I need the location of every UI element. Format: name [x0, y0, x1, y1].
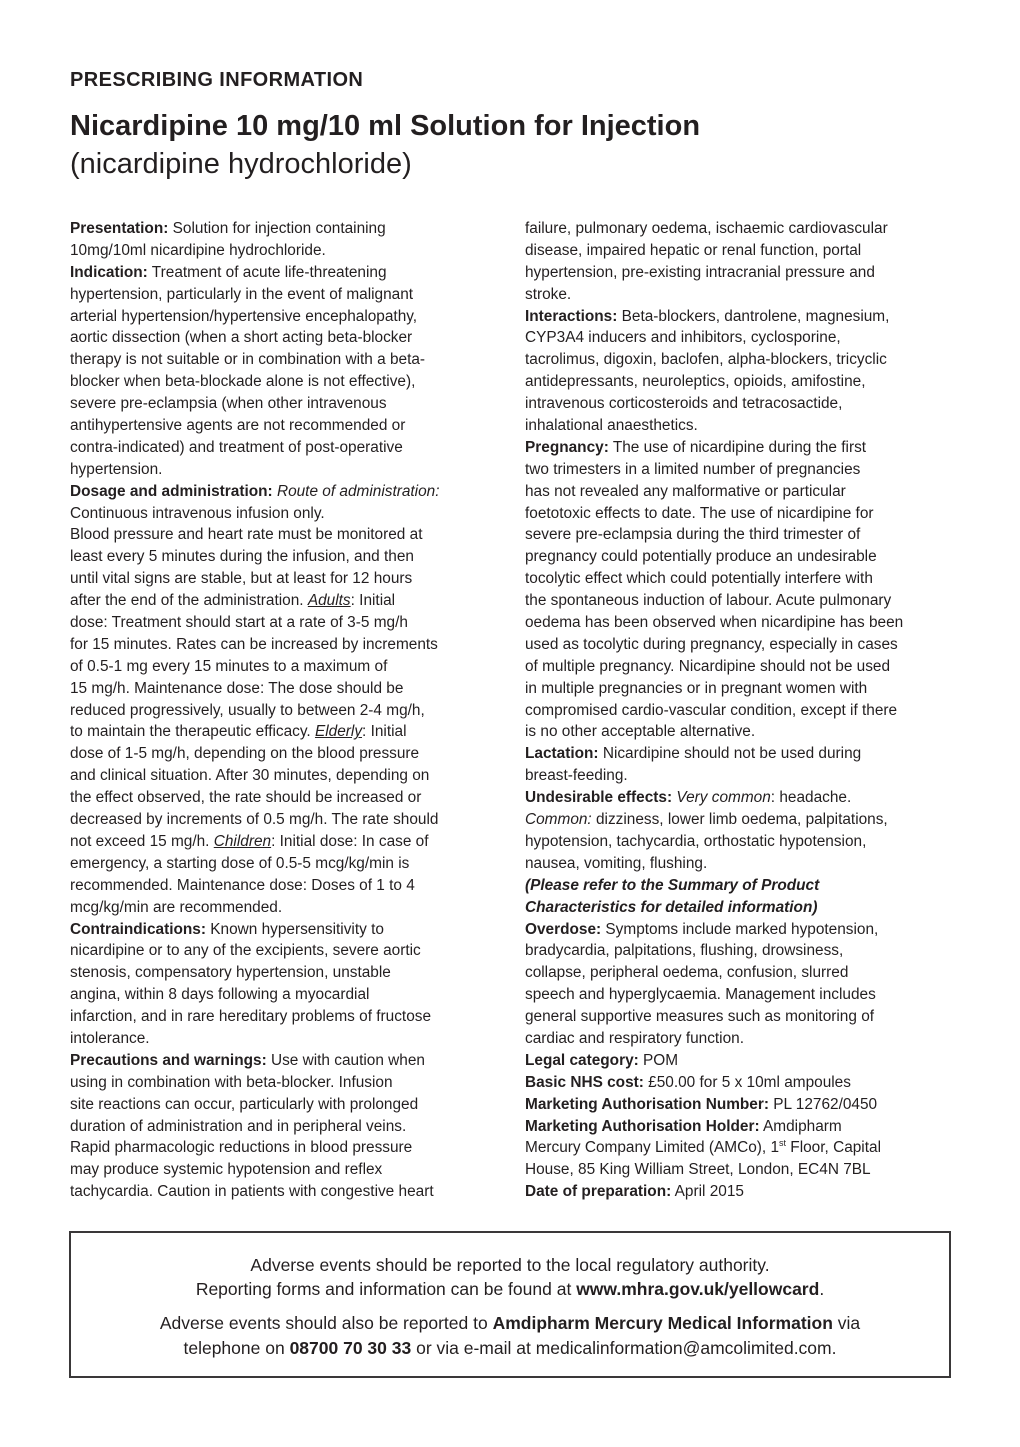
text-line: intolerance. [70, 1029, 150, 1047]
text: : Initial [362, 723, 407, 741]
text: Nicardipine should not be used during [598, 745, 862, 763]
text-line [70, 831, 510, 853]
text-line: duration of administration and in peripheral veins. [70, 1117, 407, 1135]
yellowcard-link[interactable]: www.mhra.gov.uk/yellowcard [576, 1279, 820, 1299]
ma-number-value: PL 12762/0450 [768, 1095, 878, 1113]
legal-category-label: Legal category: [525, 1051, 639, 1069]
precautions-label: Precautions and warnings: [70, 1051, 267, 1069]
text-line: used as tocolytic during pregnancy, especially in cases [525, 635, 898, 653]
text-line: dose: Treatment should start at a rate of 3-5 mg/h [70, 614, 408, 632]
reporting-line-1: Adverse events should be reported to the local regulatory authority. [250, 1255, 770, 1275]
text: to maintain the therapeutic efficacy. [70, 723, 315, 741]
text: Known hypersensitivity to [205, 920, 384, 938]
ordinal-suffix: st [779, 1138, 787, 1149]
right-column [525, 218, 965, 1203]
ma-holder [525, 1116, 965, 1138]
text-line: Rapid pharmacologic reductions in blood pressure [70, 1139, 413, 1157]
text-line: hypertension. [70, 460, 163, 478]
text-line: foetotoxic effects to date. The use of nicardipine for [525, 504, 874, 522]
smpc-note: (Please refer to the Summary of Product [525, 876, 820, 894]
text-line: 15 mg/h. Maintenance dose: The dose should be [70, 679, 404, 697]
text-line: cardiac and respiratory function. [525, 1029, 745, 1047]
precautions-section [70, 1050, 510, 1072]
indication-section [70, 262, 510, 284]
text-line: bradycardia, palpitations, flushing, drowsiness, [525, 942, 844, 960]
text: : Initial dose: In case of [271, 832, 429, 850]
text-line: severe pre-eclampsia (when other intravenous [70, 395, 387, 413]
text-line: may produce systemic hypotension and reflex [70, 1161, 383, 1179]
undesirable-effects-section [525, 787, 965, 809]
presentation-label: Presentation: [70, 220, 169, 237]
contraindications-label: Contraindications: [70, 920, 206, 938]
text-line: disease, impaired hepatic or renal function, portal [525, 241, 862, 259]
text-line: general supportive measures such as monitoring of [525, 1008, 875, 1026]
text-line: failure, pulmonary oedema, ischaemic cardiovascular [525, 220, 888, 237]
text: not exceed 15 mg/h. [70, 832, 214, 850]
dosage-label: Dosage and administration: [70, 482, 273, 500]
text: dizziness, lower limb oedema, palpitations, [591, 811, 888, 829]
left-column [70, 218, 510, 1203]
text-line: blocker when beta-blockade alone is not effective), [70, 373, 416, 391]
adverse-event-reporting-box [69, 1231, 951, 1378]
text-line: mcg/kg/min are recommended. [70, 898, 283, 916]
reporting-line-3 [71, 1311, 949, 1335]
text: Mercury Company Limited (AMCo), 1 [525, 1139, 780, 1157]
text-line: antihypertensive agents are not recommended or [70, 417, 406, 435]
text-line: in multiple pregnancies or in pregnant women with [525, 679, 868, 697]
text-line: stenosis, compensatory hypertension, unstable [70, 964, 391, 982]
text-line: reduced progressively, usually to between 2-4 mg/h, [70, 701, 425, 719]
text: : headache. [770, 789, 852, 807]
text: Use with caution when [266, 1051, 425, 1069]
text-line: pregnancy could potentially produce an undesirable [525, 548, 877, 566]
reporting-line-2 [71, 1277, 949, 1301]
email-address[interactable]: medicalinformation@amcolimited.com [535, 1338, 832, 1358]
common-label: Common: [525, 811, 592, 829]
ma-number [525, 1094, 965, 1116]
text-line: is no other acceptable alternative. [525, 723, 756, 741]
legal-category [525, 1050, 965, 1072]
text-line: dose of 1-5 mg/h, depending on the blood pressure [70, 745, 420, 763]
text-line: stroke. [525, 285, 572, 303]
text-line: aortic dissection (when a short acting beta-blocker [70, 329, 413, 347]
very-common-label: Very common [672, 789, 771, 807]
text-line: severe pre-eclampsia during the third trimester of [525, 526, 861, 544]
text: Treatment of acute life-threatening [147, 263, 387, 281]
text-line: of 0.5-1 mg every 15 minutes to a maximum of [70, 657, 388, 675]
text-line: House, 85 King William Street, London, EC4N 7BL [525, 1161, 871, 1179]
text-line: angina, within 8 days following a myocardial [70, 986, 370, 1004]
text: via [832, 1313, 861, 1333]
text-line: Blood pressure and heart rate must be monitored at [70, 526, 423, 544]
text-line: nausea, vomiting, flushing. [525, 854, 708, 872]
text: after the end of the administration. [70, 592, 308, 610]
text-line: until vital signs are stable, but at least for 12 hours [70, 570, 413, 588]
elderly-label: Elderly [314, 723, 363, 741]
text: or via e-mail at [411, 1338, 536, 1358]
text-line: Continuous intravenous infusion only. [70, 504, 325, 522]
text-line: intravenous corticosteroids and tetracosactide, [525, 395, 843, 413]
overdose-label: Overdose: [525, 920, 602, 938]
text-line: antidepressants, neuroleptics, opioids, amifostine, [525, 373, 866, 391]
text-line: the spontaneous induction of labour. Acute pulmonary [525, 592, 892, 610]
text-line: tacrolimus, digoxin, baclofen, alpha-blockers, tricyclic [525, 351, 887, 369]
text-line: using in combination with beta-blocker. Infusion [70, 1073, 393, 1091]
text-line: two trimesters in a limited number of pregnancies [525, 460, 861, 478]
nhs-cost-label: Basic NHS cost: [525, 1073, 644, 1091]
children-label: Children [213, 832, 272, 850]
presentation-section [70, 218, 510, 240]
text: Amdipharm [759, 1117, 842, 1135]
text-line: 10mg/10ml nicardipine hydrochloride. [70, 241, 326, 259]
text-line [525, 809, 965, 831]
prescribing-kicker: PRESCRIBING INFORMATION [70, 69, 364, 91]
text-line: CYP3A4 inducers and inhibitors, cyclosporine, [525, 329, 841, 347]
text-line: breast-feeding. [525, 767, 628, 785]
indication-label: Indication: [70, 263, 148, 281]
reporting-line-4 [71, 1336, 949, 1360]
text: The use of nicardipine during the first [608, 438, 867, 456]
text: Symptoms include marked hypotension, [601, 920, 879, 938]
ma-holder-label: Marketing Authorisation Holder: [525, 1117, 760, 1135]
text-line: of multiple pregnancy. Nicardipine should not be used [525, 657, 891, 675]
medical-information-org: Amdipharm Mercury Medical Information [492, 1313, 833, 1333]
overdose-section [525, 919, 965, 941]
text-line: oedema has been observed when nicardipine has been [525, 614, 904, 632]
text-line: therapy is not suitable or in combination with a beta- [70, 351, 426, 369]
text-line: collapse, peripheral oedema, confusion, slurred [525, 964, 849, 982]
text-line: tocolytic effect which could potentially interfere with [525, 570, 873, 588]
text-line: compromised cardio-vascular condition, except if there [525, 701, 898, 719]
interactions-label: Interactions: [525, 307, 618, 325]
text-line: and clinical situation. After 30 minutes, depending on [70, 767, 430, 785]
lactation-label: Lactation: [525, 745, 599, 763]
text-line: nicardipine or to any of the excipients, severe aortic [70, 942, 421, 960]
text: . [831, 1338, 837, 1358]
text-line: has not revealed any malformative or particular [525, 482, 846, 500]
text-line: decreased by increments of 0.5 mg/h. The rate should [70, 811, 439, 829]
text: . [819, 1279, 825, 1299]
lactation-section [525, 743, 965, 765]
page-subtitle: (nicardipine hydrochloride) [70, 148, 412, 180]
page-title: Nicardipine 10 mg/10 ml Solution for Injection [70, 110, 701, 142]
pregnancy-section [525, 437, 965, 459]
text-line: infarction, and in rare hereditary problems of fructose [70, 1008, 432, 1026]
text: Floor, Capital [786, 1139, 881, 1157]
text-line: hypertension, pre-existing intracranial pressure and [525, 263, 875, 281]
text-line: the effect observed, the rate should be increased or [70, 789, 422, 807]
text-line: for 15 minutes. Rates can be increased by increments [70, 635, 438, 653]
text-line: recommended. Maintenance dose: Doses of 1 to 4 [70, 876, 415, 894]
date-label: Date of preparation: [525, 1183, 672, 1201]
ma-number-label: Marketing Authorisation Number: [525, 1095, 769, 1113]
interactions-section [525, 306, 965, 328]
text-line: arterial hypertension/hypertensive encephalopathy, [70, 307, 418, 325]
nhs-cost-value: £50.00 for 5 x 10ml ampoules [643, 1073, 851, 1091]
text-line: speech and hyperglycaemia. Management includes [525, 986, 876, 1004]
text-line [70, 590, 510, 612]
text: Beta-blockers, dantrolene, magnesium, [617, 307, 890, 325]
text-line: tachycardia. Caution in patients with congestive heart [70, 1183, 434, 1201]
adults-label: Adults [307, 592, 351, 610]
text-line [70, 721, 510, 743]
text-line: hypertension, particularly in the event of malignant [70, 285, 414, 303]
nhs-cost [525, 1072, 965, 1094]
pregnancy-label: Pregnancy: [525, 438, 609, 456]
date-value: April 2015 [671, 1183, 744, 1201]
text-line: contra-indicated) and treatment of post-operative [70, 438, 403, 456]
legal-category-value: POM [638, 1051, 679, 1069]
text: Adverse events should also be reported to [159, 1313, 493, 1333]
contraindications-section [70, 919, 510, 941]
text-line: least every 5 minutes during the infusion, and then [70, 548, 414, 566]
phone-number[interactable]: 08700 70 30 33 [289, 1338, 412, 1358]
route-label: Route of administration: [272, 482, 440, 500]
date-of-preparation [525, 1181, 965, 1203]
dosage-section [70, 481, 510, 503]
text: : Initial [350, 592, 396, 610]
text: telephone on [183, 1338, 290, 1358]
text: Solution for injection containing [168, 220, 386, 237]
text-line: hypotension, tachycardia, orthostatic hypotension, [525, 832, 867, 850]
text-line: emergency, a starting dose of 0.5-5 mcg/kg/min is [70, 854, 410, 872]
undesirable-effects-label: Undesirable effects: [525, 789, 673, 807]
smpc-note: Characteristics for detailed information) [525, 898, 818, 916]
text-line: inhalational anaesthetics. [525, 417, 698, 435]
text-line [525, 1137, 965, 1159]
text-line: site reactions can occur, particularly with prolonged [70, 1095, 419, 1113]
text: Reporting forms and information can be found at [195, 1279, 577, 1299]
